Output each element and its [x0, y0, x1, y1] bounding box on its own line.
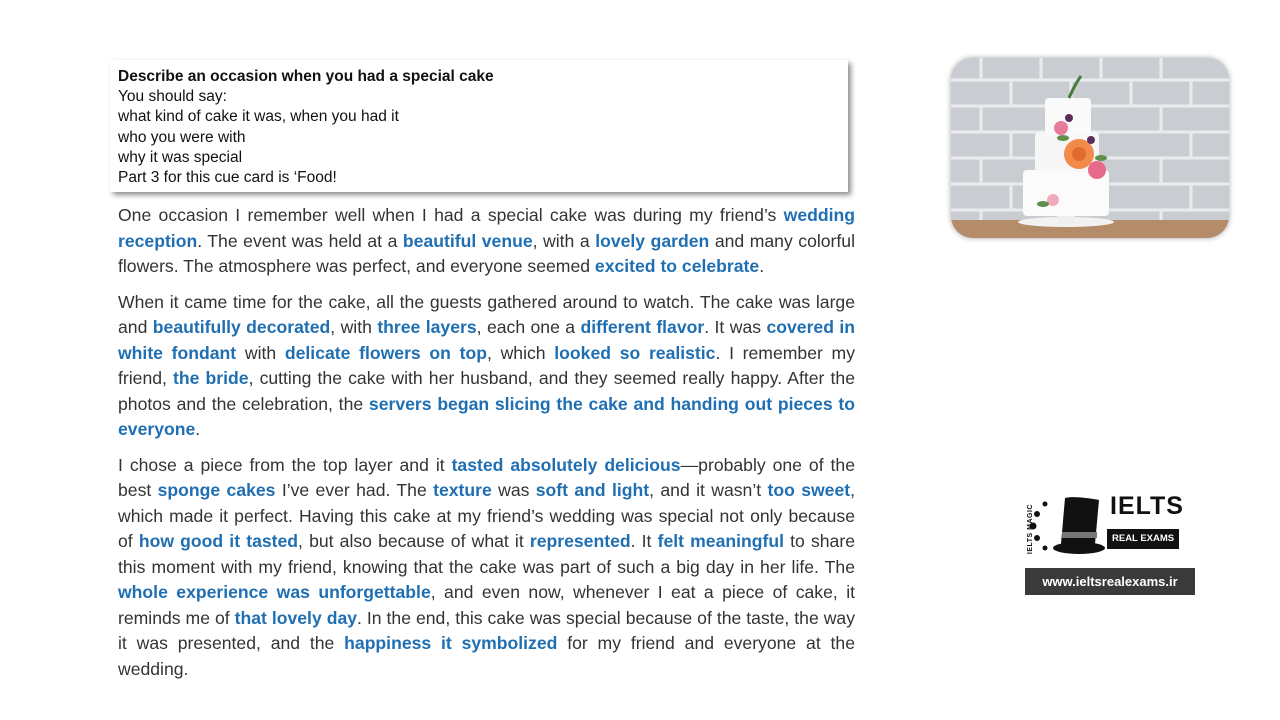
highlighted-phrase: texture — [433, 480, 492, 500]
highlighted-phrase: beautiful venue — [402, 230, 533, 251]
cue-card-point: who you were with — [118, 128, 246, 146]
top-hat-icon — [1025, 492, 1105, 560]
answer-text: , each one a — [476, 317, 581, 337]
answer-text: One occasion I remember well when I had a special cake was during my friend’s — [118, 205, 784, 225]
highlighted-phrase: too sweet — [767, 480, 851, 500]
highlighted-phrase: whole experience was unforgettable — [118, 582, 431, 602]
answer-text: —probably one of the best — [118, 454, 855, 500]
website-url[interactable]: www.ieltsrealexams.ir — [1025, 568, 1195, 595]
cue-card-intro: You should say: — [118, 88, 227, 106]
highlighted-phrase: three layers — [377, 317, 477, 337]
answer-paragraph — [118, 453, 855, 683]
highlighted-phrase: different flavor — [580, 317, 705, 337]
answer-text: . I remember my friend, — [118, 342, 855, 388]
answer-text: was — [491, 480, 536, 500]
answer-text: , cutting the cake with her husband, and they seemed really happy. After the photos and the celebration, the — [118, 368, 855, 414]
cue-card — [110, 60, 848, 192]
answer-text: , with a — [532, 230, 596, 251]
answer-paragraph — [118, 203, 855, 280]
highlighted-phrase: lovely garden — [595, 230, 710, 251]
highlighted-phrase: wedding reception — [118, 205, 855, 251]
answer-text: , but also because of what it — [298, 531, 530, 551]
answer-text: , and it wasn’t — [649, 480, 768, 500]
answer-text: I chose a piece from the top layer and it — [118, 454, 452, 475]
highlighted-phrase: represented — [529, 531, 631, 551]
highlighted-phrase: beautifully decorated — [152, 317, 331, 337]
cue-card-title: Describe an occasion when you had a special cake — [118, 68, 494, 85]
highlighted-phrase: how good it tasted — [138, 531, 299, 551]
answer-text: . — [759, 256, 765, 276]
answer-text: with — [236, 342, 285, 363]
logo-title: IELTS — [1110, 492, 1184, 520]
highlighted-phrase: delicate flowers on top — [284, 342, 487, 363]
highlighted-phrase: sponge cakes — [157, 480, 276, 500]
highlighted-phrase: soft and light — [535, 480, 650, 500]
answer-text: When it came time for the cake, all the guests gathered around to watch. The cake was large and — [118, 291, 855, 337]
answer-text: to share this moment with my friend, knowing that the cake was part of such a big day in her life. The — [118, 531, 855, 577]
logo-badge: REAL EXAMS — [1107, 529, 1179, 549]
answer-paragraph — [118, 290, 855, 443]
answer-text: . The event was held at a — [197, 230, 403, 251]
answer-text: and many colorful flowers. The atmosphere was perfect, and everyone seemed — [118, 230, 855, 276]
answer-text: . In the end, this cake was special because of the taste, the way it was presented, and the — [118, 607, 855, 653]
cue-card-footer: Part 3 for this cue card is ‘Food! — [118, 169, 337, 187]
answer-text: , which made it perfect. Having this cake at my friend’s wedding was special not only because of — [118, 480, 855, 551]
answer-text: for my friend and everyone at the wedding. — [118, 633, 855, 679]
answer-text: . — [195, 419, 201, 439]
answer-text: , with — [330, 317, 378, 337]
answer-text: , which — [487, 342, 555, 363]
highlighted-phrase: that lovely day — [234, 607, 358, 628]
highlighted-phrase: servers began slicing the cake and handing out pieces to everyone — [118, 393, 855, 439]
highlighted-phrase: tasted absolutely delicious — [451, 454, 681, 475]
highlighted-phrase: excited to celebrate — [594, 256, 760, 276]
sample-answer — [118, 203, 855, 692]
answer-text: . It — [630, 531, 658, 551]
answer-text: I’ve ever had. The — [275, 480, 434, 500]
ielts-magic-logo — [1025, 492, 1195, 560]
logo-arc-text: IELTS MAGIC — [1027, 504, 1034, 555]
wedding-cake-photo — [951, 58, 1229, 238]
highlighted-phrase: covered in white fondant — [118, 317, 856, 363]
highlighted-phrase: looked so realistic — [554, 342, 716, 363]
highlighted-phrase: happiness it symbolized — [344, 633, 558, 653]
cue-card-point: what kind of cake it was, when you had it — [118, 108, 399, 126]
highlighted-phrase: felt meaningful — [657, 531, 784, 551]
cue-card-point: why it was special — [118, 148, 243, 166]
highlighted-phrase: the bride — [173, 368, 249, 388]
answer-text: , and even now, whenever I eat a piece of cake, it reminds me of — [118, 582, 856, 628]
answer-text: . It was — [704, 317, 767, 337]
